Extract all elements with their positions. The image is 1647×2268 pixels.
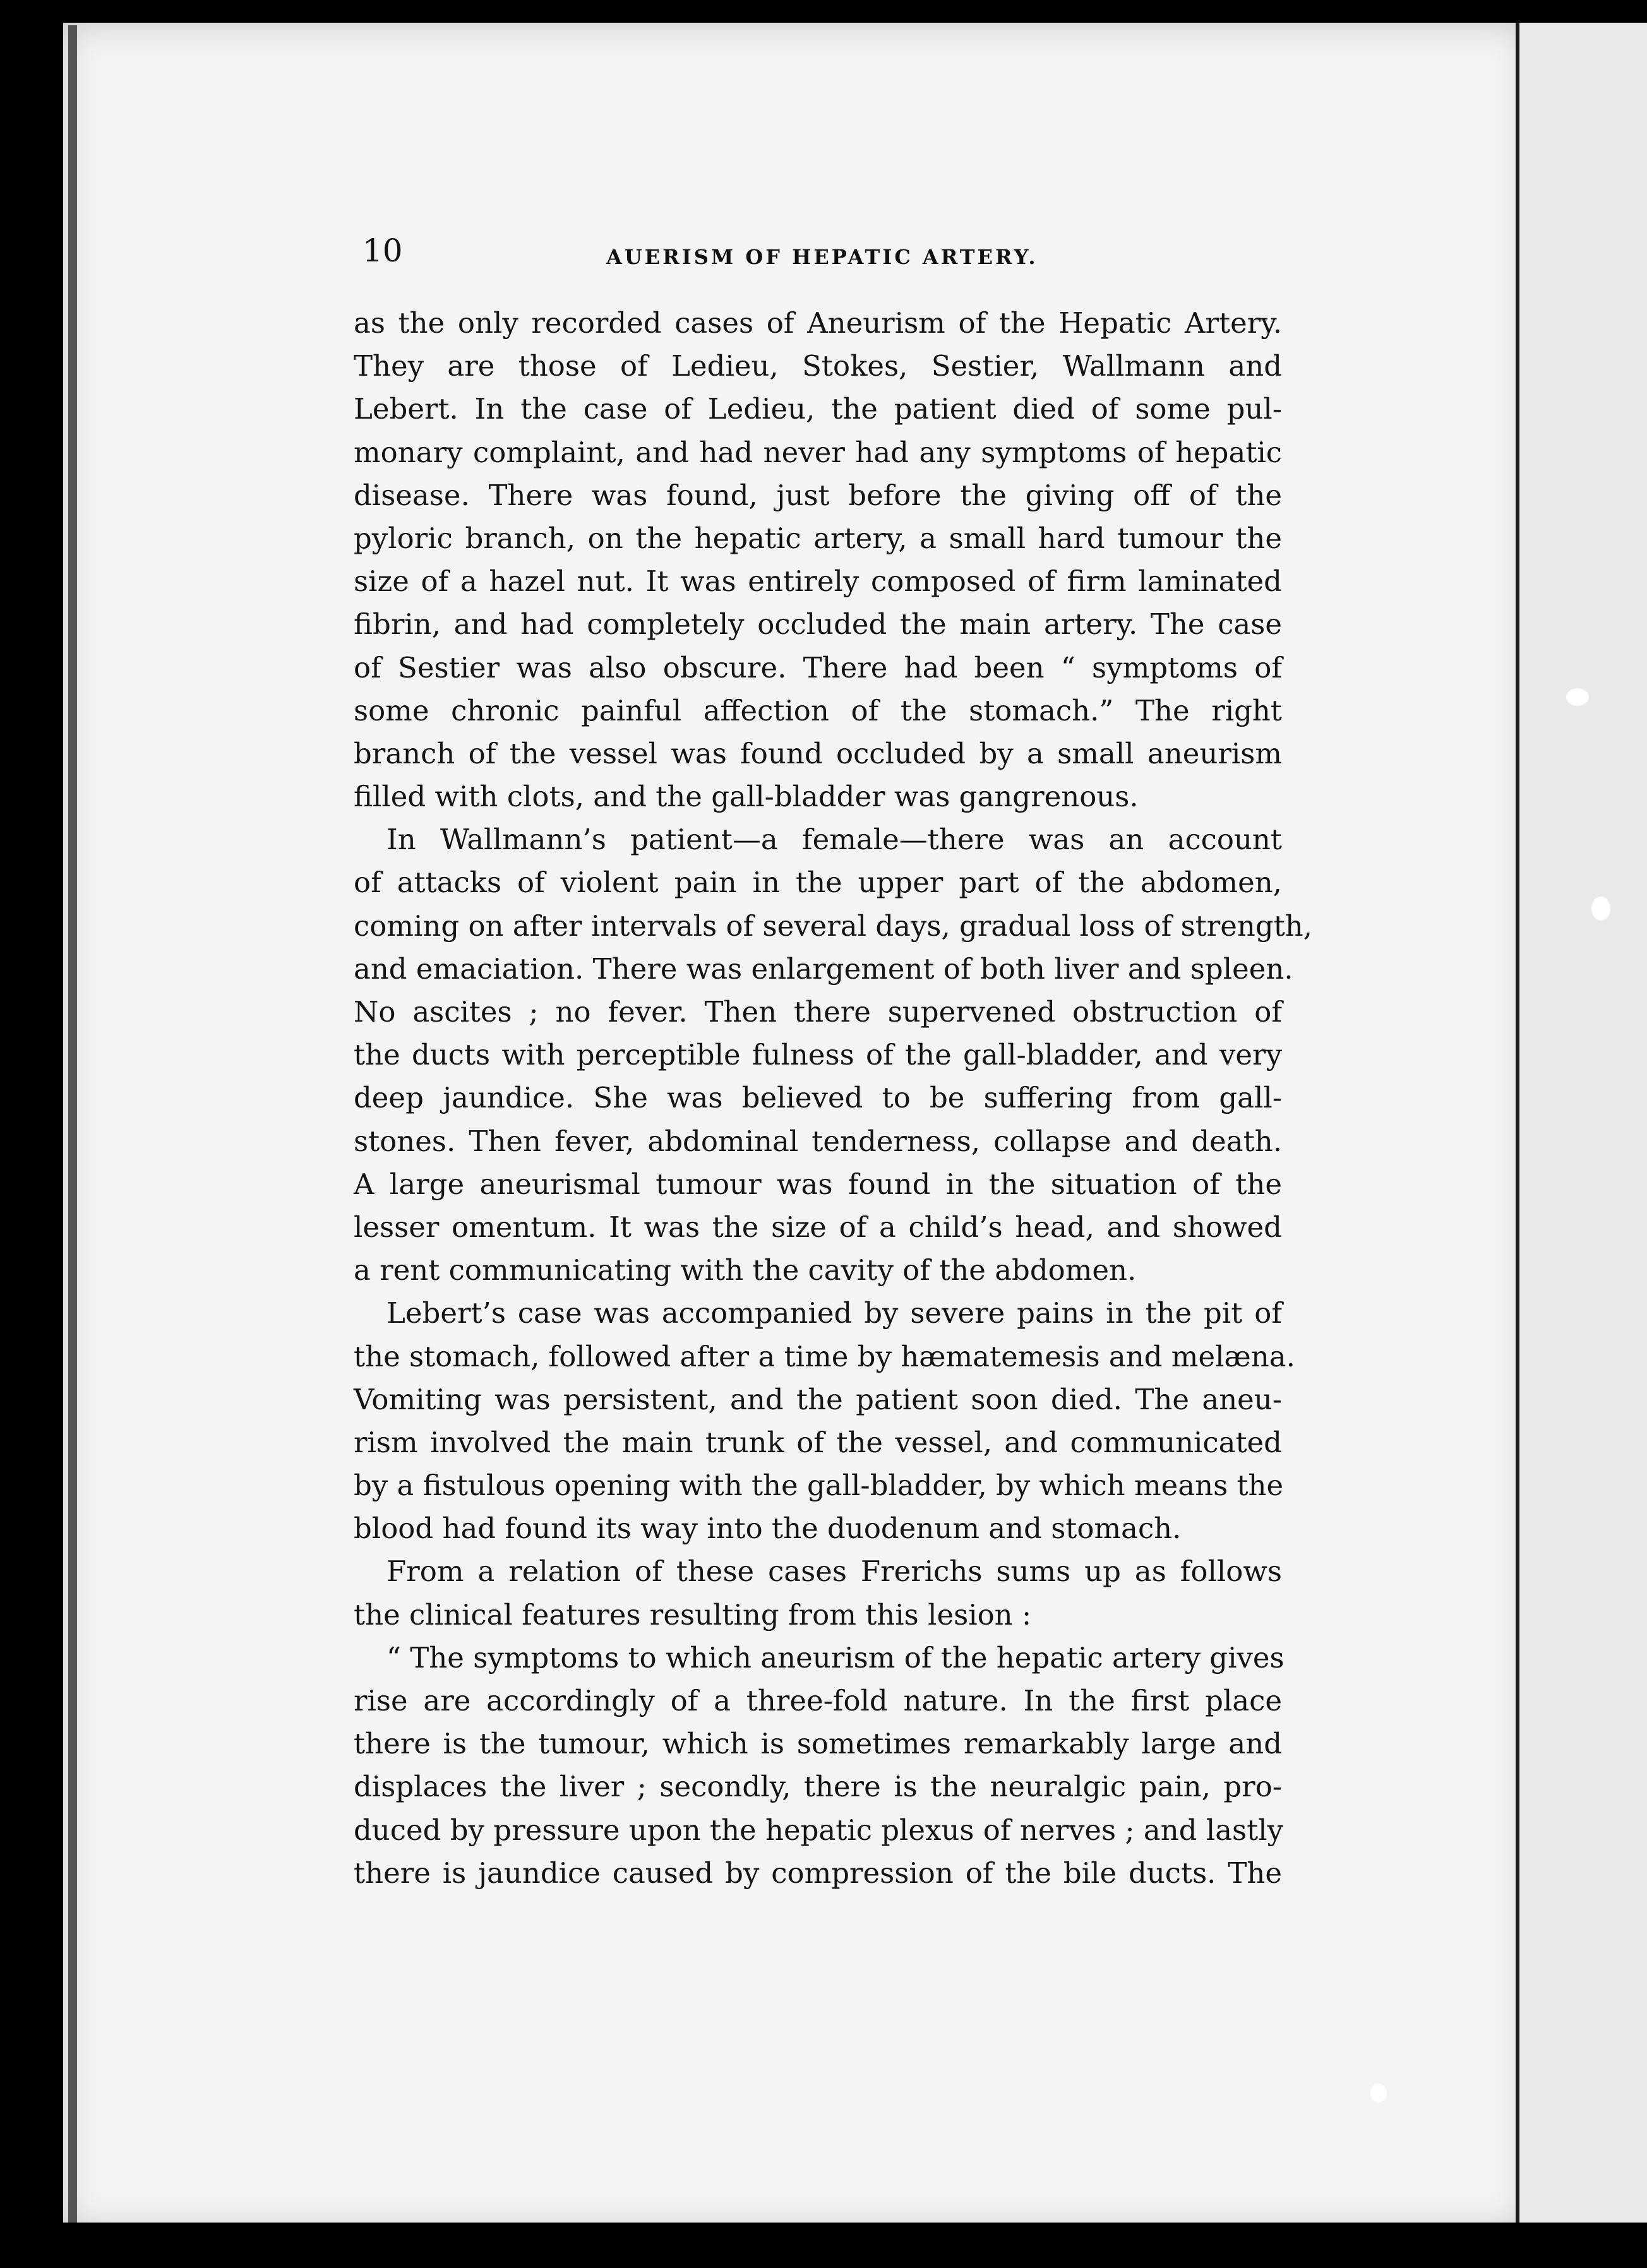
- text-line: In Wallmann’s patient—a female—there was an account: [386, 823, 1282, 857]
- text-line: No ascites ; no fever. Then there supervened obstruction of: [354, 995, 1282, 1029]
- running-title: AUERISM OF HEPATIC ARTERY.: [606, 245, 1038, 269]
- text-line: stones. Then fever, abdominal tenderness, collapse and death.: [354, 1124, 1282, 1158]
- scan-border: [63, 2223, 1647, 2268]
- text-line: size of a hazel nut. It was entirely composed of firm laminated: [354, 564, 1282, 599]
- text-line: of attacks of violent pain in the upper part of the abdomen,: [354, 866, 1282, 900]
- text-line: rism involved the main trunk of the vessel, and communicated: [354, 1425, 1282, 1459]
- text-line: filled with clots, and the gall-bladder was gangrenous.: [354, 780, 1139, 814]
- text-line: as the only recorded cases of Aneurism of the Hepatic Artery.: [354, 306, 1282, 340]
- text-line: A large aneurismal tumour was found in the situation of the: [354, 1167, 1282, 1201]
- text-line: Lebert. In the case of Ledieu, the patient died of some pul-: [354, 392, 1282, 426]
- text-line: They are those of Ledieu, Stokes, Sestier, Wallmann and: [354, 349, 1282, 383]
- text-line: by a fistulous opening with the gall-bladder, by which means the: [354, 1469, 1284, 1503]
- text-line: blood had found its way into the duodenum and stomach.: [354, 1512, 1182, 1546]
- text-line: some chronic painful affection of the stomach.” The right: [354, 693, 1282, 727]
- text-line: the stomach, followed after a time by hæmatemesis and melæna.: [354, 1339, 1295, 1373]
- scan-speck: [1566, 688, 1589, 706]
- text-line: coming on after intervals of several days, gradual loss of strength,: [354, 909, 1313, 943]
- scan-speck: [1591, 897, 1610, 921]
- adjacent-page-edge: [1516, 23, 1647, 2230]
- text-line: Lebert’s case was accompanied by severe pains in the pit of: [386, 1296, 1282, 1330]
- text-line: and emaciation. There was enlargement of both liver and spleen.: [354, 952, 1293, 986]
- text-line: Vomiting was persistent, and the patient soon died. The aneu-: [354, 1382, 1282, 1416]
- page-header: [362, 232, 1285, 270]
- text-line: displaces the liver ; secondly, there is the neuralgic pain, pro-: [354, 1770, 1282, 1804]
- text-line: a rent communicating with the cavity of the abdomen.: [354, 1253, 1137, 1287]
- text-line: monary complaint, and had never had any symptoms of hepatic: [354, 435, 1282, 469]
- text-line: the ducts with perceptible fulness of the gall-bladder, and very: [354, 1038, 1282, 1072]
- text-line: of Sestier was also obscure. There had been “ symptoms of: [354, 650, 1282, 684]
- text-line: pyloric branch, on the hepatic artery, a small hard tumour the: [354, 521, 1282, 555]
- text-line: From a relation of these cases Frerichs sums up as follows: [386, 1555, 1282, 1589]
- scan-speck: [1370, 2084, 1387, 2103]
- text-line: disease. There was found, just before the giving off of the: [354, 478, 1282, 512]
- text-line: there is jaundice caused by compression of the bile ducts. The: [354, 1856, 1282, 1890]
- body-text: [354, 302, 1313, 1895]
- text-line: there is the tumour, which is sometimes remarkably large and: [354, 1727, 1282, 1761]
- text-line: rise are accordingly of a three-fold nature. In the first place: [354, 1684, 1282, 1717]
- text-line: duced by pressure upon the hepatic plexus of nerves ; and lastly: [354, 1813, 1284, 1847]
- text-line: fibrin, and had completely occluded the main artery. The case: [354, 607, 1282, 642]
- page-binding-edge: [68, 25, 77, 2223]
- page-number: 10: [362, 232, 403, 269]
- text-line: the clinical features resulting from this lesion :: [354, 1597, 1032, 1632]
- text-line: “ The symptoms to which aneurism of the hepatic artery gives: [386, 1640, 1285, 1674]
- text-line: branch of the vessel was found occluded by a small aneurism: [354, 736, 1282, 770]
- text-line: lesser omentum. It was the size of a child’s head, and showed: [354, 1210, 1282, 1244]
- text-line: deep jaundice. She was believed to be suffering from gall-: [354, 1081, 1282, 1115]
